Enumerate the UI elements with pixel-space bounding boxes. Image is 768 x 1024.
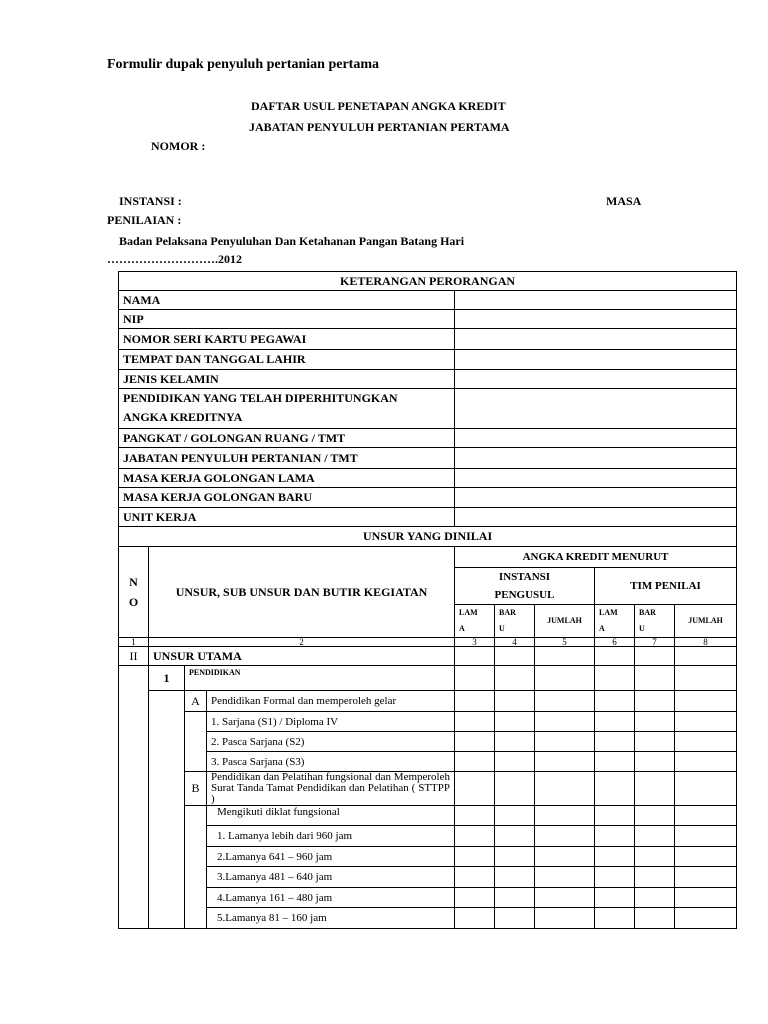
score-cell[interactable] [595,691,635,712]
score-cell[interactable] [675,908,737,929]
field-jenis-kelamin: JENIS KELAMIN [119,370,455,389]
item-a-text: Pendidikan Formal dan memperoleh gelar [207,691,455,712]
field-pangkat: PANGKAT / GOLONGAN RUANG / TMT [119,429,455,448]
col-number: 5 [535,638,595,647]
field-value[interactable] [455,291,737,310]
instansi-value: Badan Pelaksana Penyuluhan Dan Ketahanan Pangan Batang Hari [119,234,465,248]
score-cell[interactable] [495,908,535,929]
score-cell[interactable] [675,847,737,867]
score-cell[interactable] [495,752,535,772]
pendidikan-number: 1 [149,666,185,691]
score-cell[interactable] [675,732,737,752]
score-cell[interactable] [675,826,737,847]
score-cell[interactable] [595,867,635,888]
score-cell[interactable] [635,647,675,666]
item-b-5: 5.Lamanya 81 – 160 jam [207,908,455,929]
period-value: ……………………….2012 [107,252,242,266]
field-masa-kerja-baru: MASA KERJA GOLONGAN BARU [119,488,455,508]
score-cell[interactable] [675,691,737,712]
item-a-2: 2. Pasca Sarjana (S2) [207,732,455,752]
score-cell[interactable] [495,806,535,826]
score-cell[interactable] [535,732,595,752]
no-header: N O [119,547,149,638]
score-cell[interactable] [535,826,595,847]
score-cell[interactable] [455,888,495,908]
col-number: 7 [635,638,675,647]
field-masa-kerja-lama: MASA KERJA GOLONGAN LAMA [119,469,455,488]
score-cell[interactable] [535,867,595,888]
score-cell[interactable] [535,908,595,929]
score-cell[interactable] [635,752,675,772]
item-b-2: 2.Lamanya 641 – 960 jam [207,847,455,867]
item-b-1: 1. Lamanya lebih dari 960 jam [207,826,455,847]
field-value[interactable] [455,350,737,370]
score-cell[interactable] [635,888,675,908]
score-cell[interactable] [635,732,675,752]
score-cell[interactable] [595,752,635,772]
score-cell[interactable] [635,826,675,847]
score-cell[interactable] [635,867,675,888]
score-cell[interactable] [635,806,675,826]
score-cell[interactable] [675,888,737,908]
unsur-header: UNSUR, SUB UNSUR DAN BUTIR KEGIATAN [149,547,455,638]
score-cell[interactable] [455,666,495,691]
score-cell[interactable] [455,647,495,666]
instansi-pengusul-header: INSTANSI PENGUSUL [455,568,595,605]
score-cell[interactable] [455,712,495,732]
blank-cell [185,712,207,772]
item-a-1: 1. Sarjana (S1) / Diploma IV [207,712,455,732]
field-value[interactable] [455,469,737,488]
score-cell[interactable] [535,806,595,826]
score-cell[interactable] [535,691,595,712]
col-number: 1 [119,638,149,647]
lama-header: LAM A [455,605,495,638]
score-cell[interactable] [675,712,737,732]
score-cell[interactable] [495,867,535,888]
score-cell[interactable] [675,806,737,826]
field-unit-kerja: UNIT KERJA [119,508,455,527]
field-angka-kredit: ANGKA KREDITNYA [119,408,455,429]
field-jabatan: JABATAN PENYULUH PERTANIAN / TMT [119,448,455,469]
item-a-3: 3. Pasca Sarjana (S3) [207,752,455,772]
field-value[interactable] [455,370,737,389]
field-value[interactable] [455,448,737,469]
field-value[interactable] [455,310,737,329]
score-cell[interactable] [495,888,535,908]
score-cell[interactable] [455,867,495,888]
score-cell[interactable] [495,666,535,691]
score-cell[interactable] [675,666,737,691]
col-number: 4 [495,638,535,647]
section-unsur-dinilai: UNSUR YANG DINILAI [119,527,737,547]
score-cell[interactable] [495,772,535,806]
score-cell[interactable] [455,826,495,847]
score-cell[interactable] [595,908,635,929]
field-value[interactable] [455,488,737,508]
score-cell[interactable] [455,847,495,867]
jumlah-header: JUMLAH [535,605,595,638]
dupak-table [118,271,737,929]
unsur-utama: UNSUR UTAMA [149,647,455,666]
col-number: 2 [149,638,455,647]
score-cell[interactable] [535,752,595,772]
item-letter-a: A [185,691,207,712]
score-cell[interactable] [595,806,635,826]
masa-label: MASA [606,194,642,208]
heading-jabatan: JABATAN PENYULUH PERTANIAN PERTAMA [249,120,510,134]
score-cell[interactable] [495,826,535,847]
score-cell[interactable] [455,806,495,826]
field-value[interactable] [455,508,737,527]
score-cell[interactable] [635,712,675,732]
field-value[interactable] [455,389,737,429]
instansi-label: INSTANSI : [119,194,182,208]
score-cell[interactable] [495,847,535,867]
score-cell[interactable] [455,772,495,806]
score-cell[interactable] [595,732,635,752]
field-tempat-lahir: TEMPAT DAN TANGGAL LAHIR [119,350,455,370]
baru-header: BAR U [635,605,675,638]
score-cell[interactable] [455,691,495,712]
blank-cell [119,666,149,929]
blank-cell [185,806,207,929]
score-cell[interactable] [455,732,495,752]
jumlah-header: JUMLAH [675,605,737,638]
col-number: 8 [675,638,737,647]
score-cell[interactable] [635,666,675,691]
field-nip: NIP [119,310,455,329]
score-cell[interactable] [455,908,495,929]
score-cell[interactable] [635,691,675,712]
penilaian-label: PENILAIAN : [107,213,182,227]
lama-header: LAM A [595,605,635,638]
score-cell[interactable] [455,752,495,772]
score-cell[interactable] [535,712,595,732]
score-cell[interactable] [535,666,595,691]
score-cell[interactable] [635,847,675,867]
item-b-sub: Mengikuti diklat fungsional [207,806,455,826]
item-b-text: Pendidikan dan Pelatihan fungsional dan Memperoleh Surat Tanda Tamat Pendidikan dan Pelatihan ( STTPP ) [207,772,455,806]
blank-cell [149,691,185,929]
score-cell[interactable] [495,732,535,752]
roman-number: II [119,647,149,666]
item-b-3: 3.Lamanya 481 – 640 jam [207,867,455,888]
col-number: 6 [595,638,635,647]
field-pendidikan: PENDIDIKAN YANG TELAH DIPERHITUNGKAN [119,389,455,408]
score-cell[interactable] [675,752,737,772]
score-cell[interactable] [635,772,675,806]
item-b-4: 4.Lamanya 161 – 480 jam [207,888,455,908]
score-cell[interactable] [595,772,635,806]
pendidikan-label: PENDIDIKAN [185,666,455,691]
score-cell[interactable] [675,772,737,806]
field-nomor-seri: NOMOR SERI KARTU PEGAWAI [119,329,455,350]
score-cell[interactable] [495,691,535,712]
field-value[interactable] [455,429,737,448]
section-keterangan-perorangan: KETERANGAN PERORANGAN [119,272,737,291]
score-cell[interactable] [675,647,737,666]
form-title: Formulir dupak penyuluh pertanian pertama [107,57,380,72]
tim-penilai-header: TIM PENILAI [595,568,737,605]
score-cell[interactable] [535,847,595,867]
nomor-label: NOMOR : [151,139,206,153]
item-letter-b: B [185,772,207,806]
col-number: 3 [455,638,495,647]
field-nama: NAMA [119,291,455,310]
score-cell[interactable] [595,647,635,666]
score-cell[interactable] [535,772,595,806]
score-cell[interactable] [635,908,675,929]
score-cell[interactable] [595,712,635,732]
field-value[interactable] [455,329,737,350]
score-cell[interactable] [495,647,535,666]
score-cell[interactable] [595,847,635,867]
angka-kredit-header: ANGKA KREDIT MENURUT [455,547,737,568]
heading-daftar-usul: DAFTAR USUL PENETAPAN ANGKA KREDIT [251,99,506,113]
score-cell[interactable] [495,712,535,732]
score-cell[interactable] [595,666,635,691]
score-cell[interactable] [535,888,595,908]
baru-header: BAR U [495,605,535,638]
score-cell[interactable] [595,888,635,908]
score-cell[interactable] [675,867,737,888]
score-cell[interactable] [535,647,595,666]
score-cell[interactable] [595,826,635,847]
